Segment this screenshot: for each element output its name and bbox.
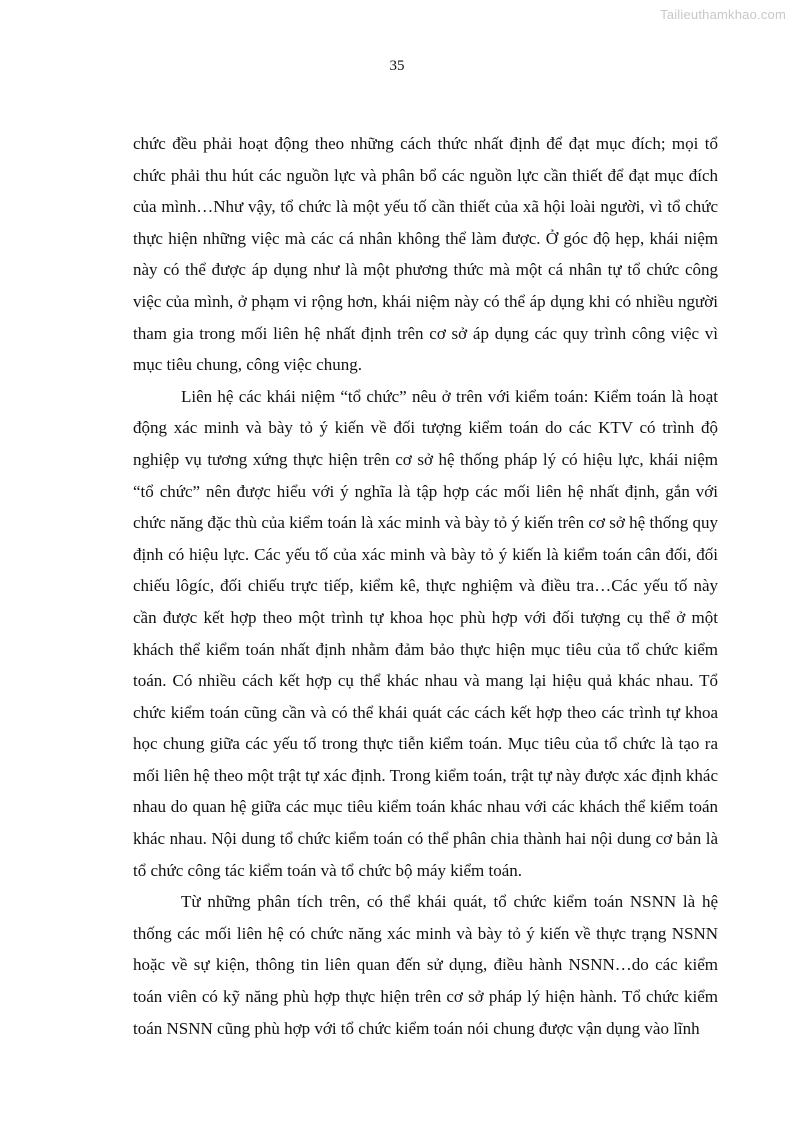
paragraph-nsnn-audit: Từ những phân tích trên, có thể khái quát, tổ chức kiểm toán NSNN là hệ thống các mối liên hệ có chức năng xác minh và bày tỏ ý kiến về thực trạng NSNN hoặc về sự kiện, thông tin liên quan đến sử dụng, điều hành NSNN…do các kiểm toán viên có kỹ năng phù hợp thực hiện trên cơ sở pháp lý hiện hành. Tổ chức kiểm toán NSNN cũng phù hợp với tổ chức kiểm toán nói chung được vận dụng vào lĩnh — [133, 892, 718, 1038]
paragraph-continued: chức đều phải hoạt động theo những cách thức nhất định để đạt mục đích; mọi tổ chức phải thu hút các nguồn lực và phân bổ các nguồn lực cần thiết để đạt mục đích của mình…Như vậy, tổ chức là một yếu tố cần thiết của xã hội loài người, vì tổ chức thực hiện những việc mà các cá nhân không thể làm được. Ở góc độ hẹp, khái niệm này có thể được áp dụng như là một phương thức mà một cá nhân tự tổ chức công việc của mình, ở phạm vi rộng hơn, khái niệm này có thể áp dụng khi có nhiều người tham gia trong mối liên hệ nhất định trên cơ sở áp dụng các quy trình công việc vì mục tiêu chung, công việc chung. — [133, 134, 718, 375]
document-body — [133, 128, 718, 1044]
watermark: Tailieuthamkhao.com — [660, 7, 786, 22]
page-number: 35 — [389, 58, 405, 74]
paragraph-audit-organization: Liên hệ các khái niệm “tổ chức” nêu ở trên với kiểm toán: Kiểm toán là hoạt động xác minh và bày tỏ ý kiến về đối tượng kiểm toán do các KTV có trình độ nghiệp vụ tương xứng thực hiện trên cơ sở hệ thống pháp lý có hiệu lực, khái niệm “tổ chức” nên được hiểu với ý nghĩa là tập hợp các mối liên hệ nhất định, gắn với chức năng đặc thù của kiểm toán là xác minh và bày tỏ ý kiến trên cơ sở hệ thống quy định có hiệu lực. Các yếu tố của xác minh và bày tỏ ý kiến là kiểm toán cân đối, đối chiếu lôgíc, đối chiếu trực tiếp, kiểm kê, thực nghiệm và điều tra…Các yếu tố này cần được kết hợp theo một trình tự khoa học phù hợp với đối tượng cụ thể ở một khách thể kiểm toán nhất định nhằm đảm bảo thực hiện mục tiêu của tổ chức kiểm toán. Có nhiều cách kết hợp cụ thể khác nhau và mang lại hiệu quả khác nhau. Tổ chức kiểm toán cũng cần và có thể khái quát các cách kết hợp theo các trình tự khoa học chung giữa các yếu tố trong thực tiễn kiểm toán. Mục tiêu của tổ chức là tạo ra mối liên hệ theo một trật tự xác định. Trong kiểm toán, trật tự này được xác định khác nhau do quan hệ giữa các mục tiêu kiểm toán khác nhau với các khách thể kiểm toán khác nhau. Nội dung tổ chức kiểm toán có thể phân chia thành hai nội dung cơ bản là tổ chức công tác kiểm toán và tổ chức bộ máy kiểm toán. — [133, 386, 718, 880]
